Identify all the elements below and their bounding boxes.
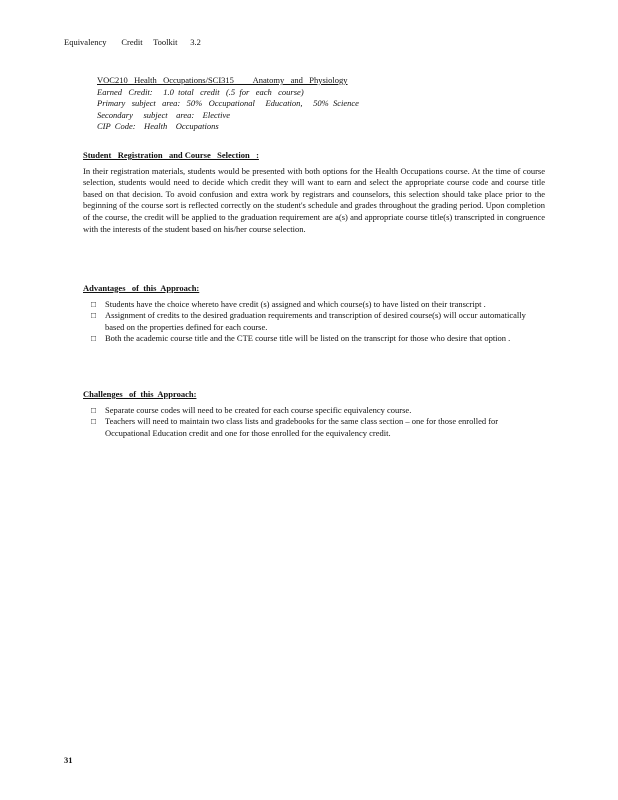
- registration-section: [83, 150, 545, 235]
- registration-heading: Student Registration and Course Selection :: [83, 150, 259, 160]
- list-item: [83, 310, 545, 333]
- course-title: VOC210 Health Occupations/SCI315 Anatomy and Physiology: [97, 75, 348, 85]
- earned-credit-line: Earned Credit: 1.0 total credit (.5 for each course): [97, 86, 304, 97]
- advantage-text: Both the academic course title and the CTE course title will be listed on the transcript for those who desire that option .: [105, 333, 511, 344]
- challenge-text: Teachers will need to maintain two class lists and gradebooks for the same class section – one for those enrolled for Occupational Education credit and one for those enrolled for the equivalency credit.: [105, 416, 499, 438]
- advantage-text: Assignment of credits to the desired graduation requirements and transcription of desired course(s) will occur automatically based on the properties defined for each course.: [105, 310, 526, 332]
- challenge-text: Separate course codes will need to be created for each course specific equivalency course.: [105, 404, 412, 415]
- registration-paragraph: In their registration materials, students would be presented with both options for the Health Occupations course. At the time of course selection, students would need to decide which credit they will want to earn and select the appropriate course code and course title based on that decision. To avoid confusion and extra work by registrars and counselors, this selection should take place prior to the beginning of the course sort is reflected correctly on the student's schedule and grades throughout the grading period. Upon completion of the course, the credit will be applied to the graduation requirement are a(s) and appropriate course title(s) transcripted in congruence with the interests of the student based on his/her course selection.: [83, 165, 545, 234]
- running-header: Equivalency Credit Toolkit 3.2: [64, 37, 201, 47]
- advantage-text: Students have the choice whereto have credit (s) assigned and which course(s) to have listed on their transcript .: [105, 298, 486, 309]
- checkbox-bullet-icon: □: [91, 298, 97, 309]
- list-item: [83, 333, 545, 345]
- list-item: [83, 416, 545, 439]
- checkbox-bullet-icon: □: [91, 333, 97, 344]
- checkbox-bullet-icon: □: [91, 416, 97, 427]
- advantages-list: [83, 299, 545, 345]
- cip-code-line: CIP Code: Health Occupations: [97, 121, 219, 132]
- list-item: [83, 299, 545, 311]
- advantages-heading: Advantages of this Approach:: [83, 283, 200, 293]
- secondary-subject-line: Secondary subject area: Elective: [97, 109, 231, 120]
- checkbox-bullet-icon: □: [91, 404, 97, 415]
- advantages-section: [83, 283, 545, 345]
- page-number: 31: [64, 755, 73, 765]
- primary-subject-line: Primary subject area: 50% Occupational Education, 50% Science: [97, 98, 359, 109]
- challenges-heading: Challenges of this Approach:: [83, 389, 197, 399]
- checkbox-bullet-icon: □: [91, 310, 97, 321]
- challenges-section: [83, 389, 545, 439]
- challenges-list: [83, 405, 545, 440]
- list-item: [83, 405, 545, 417]
- course-info-block: [97, 75, 397, 133]
